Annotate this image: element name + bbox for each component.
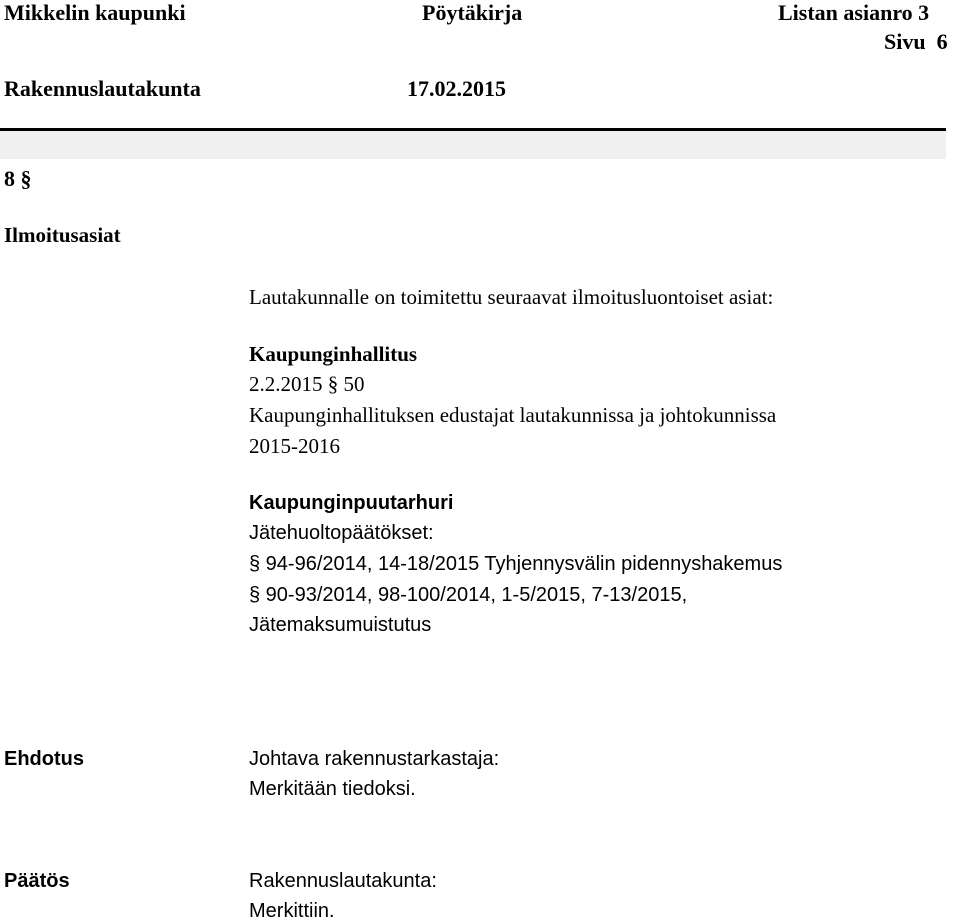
section-title: Ilmoitusasiat	[4, 223, 121, 247]
header-board: Rakennuslautakunta	[4, 76, 201, 101]
page-number: 6	[936, 29, 948, 54]
header-band	[0, 131, 946, 159]
section-number: 8 §	[4, 166, 32, 191]
decision-label: Päätös	[4, 870, 70, 892]
decision-line2: Merkittiin.	[249, 900, 335, 922]
proposal-line2: Merkitään tiedoksi.	[249, 778, 416, 800]
group1-heading: Kaupunginhallitus	[249, 342, 418, 366]
group2-line1: Jätehuoltopäätökset:	[249, 522, 434, 544]
header-doc-type: Pöytäkirja	[422, 0, 523, 25]
header-date: 17.02.2015	[407, 76, 506, 101]
intro-text: Lautakunnalle on toimitettu seuraavat ilmoitusluontoiset asiat:	[249, 285, 774, 309]
header-page-indicator	[884, 29, 948, 55]
proposal-label: Ehdotus	[4, 748, 84, 770]
group2-heading: Kaupunginpuutarhuri	[249, 492, 454, 514]
group2-line3: § 90-93/2014, 98-100/2014, 1-5/2015, 7-13/2015,	[249, 584, 688, 606]
group1-line3: 2015-2016	[249, 434, 340, 458]
group2-line4: Jätemaksumuistutus	[249, 614, 432, 636]
header-item-number: Listan asianro 3	[778, 0, 930, 25]
group2-line2: § 94-96/2014, 14-18/2015 Tyhjennysvälin pidennyshakemus	[249, 553, 783, 575]
page-label: Sivu	[884, 29, 926, 54]
decision-line1: Rakennuslautakunta:	[249, 870, 437, 892]
group1-line1: 2.2.2015 § 50	[249, 372, 365, 396]
group1-line2: Kaupunginhallituksen edustajat lautakunnissa ja johtokunnissa	[249, 403, 777, 427]
header-city: Mikkelin kaupunki	[4, 0, 186, 25]
proposal-line1: Johtava rakennustarkastaja:	[249, 748, 500, 770]
